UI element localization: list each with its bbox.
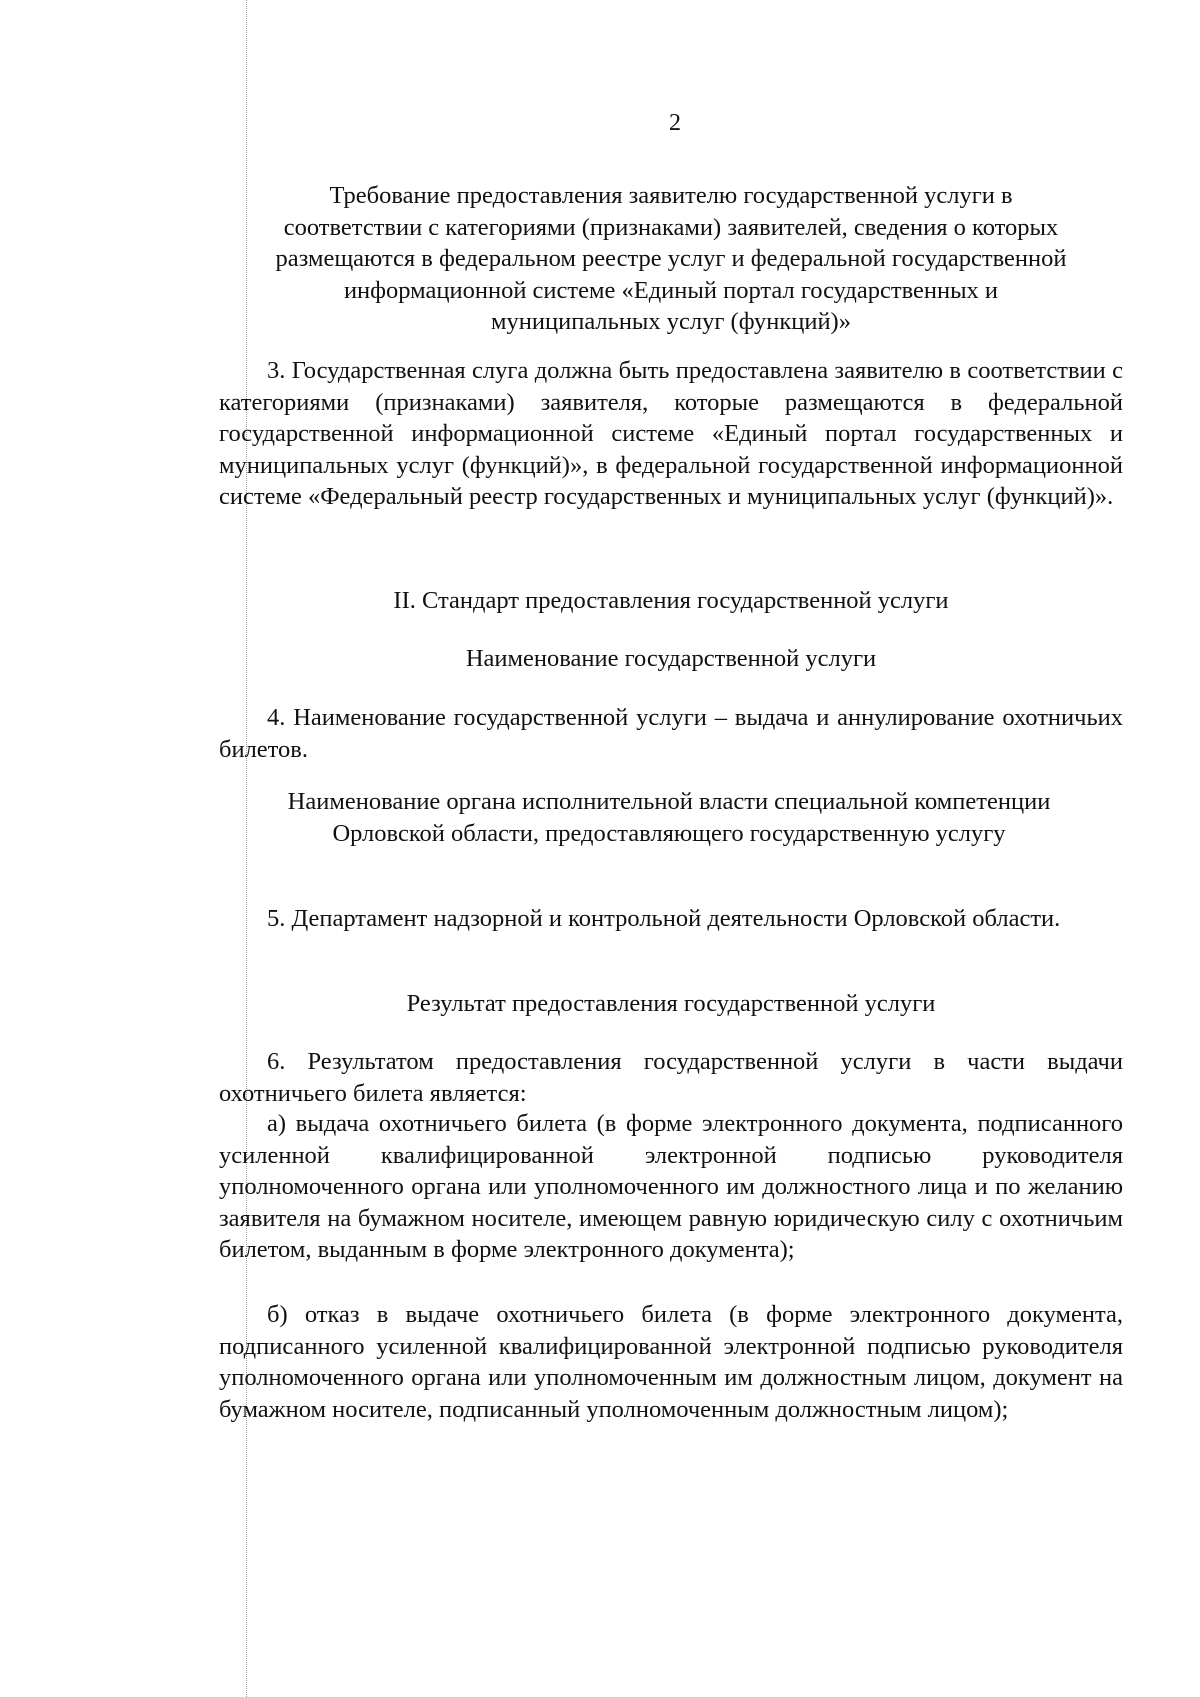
authority-heading: Наименование органа исполнительной власти специальной компетенции Орловской области, предоставляющего государственную услугу [287,788,1051,847]
paragraph-3: 3. Государственная слуга должна быть предоставлена заявителю в соответствии с категориями (признаками) заявителя, которые размещаются в федеральной государственной информационной системе «Единый портал государственных и муниципальных услуг (функций)», в федеральной государственной информационной системе «Федеральный реестр государственных и муниципальных услуг (функций)». [219,357,1123,510]
result-heading: Результат предоставления государственной услуги [406,990,936,1017]
page-number: 2 [669,110,681,136]
paragraph-6b: б) отказ в выдаче охотничьего билета (в форме электронного документа, подписанного усиленной квалифицированной электронной подписью руководителя уполномоченного органа или уполномоченным им должностным лицом, документ на бумажном носителе, подписанный уполномоченным должностным лицом); [219,1301,1123,1423]
scan-margin-line [246,0,247,1697]
paragraph-6: 6. Результатом предоставления государственной услуги в части выдачи охотничьего билета является: [219,1048,1123,1107]
chapter-2-heading: II. Стандарт предоставления государственной услуги [393,587,949,614]
paragraph-6a: а) выдача охотничьего билета (в форме электронного документа, подписанного усиленной квалифицированной электронной подписью руководителя уполномоченного органа или уполномоченного им должностного лица и по желанию заявителя на бумажном носителе, имеющем равную юридическую силу с охотничьим билетом, выданным в форме электронного документа); [219,1110,1123,1263]
paragraph-4: 4. Наименование государственной услуги – выдача и аннулирование охотничьих билетов. [219,704,1123,763]
paragraph-5: 5. Департамент надзорной и контрольной деятельности Орловской области. [267,905,1061,932]
requirement-heading: Требование предоставления заявителю государственной услуги в соответствии с категориями (признаками) заявителей, сведения о которых размещаются в федеральном реестре услуг и федеральной государственной информационной системе «Единый портал государственных и муниципальных услуг (функций)» [275,182,1067,335]
service-name-heading: Наименование государственной услуги [465,645,877,672]
